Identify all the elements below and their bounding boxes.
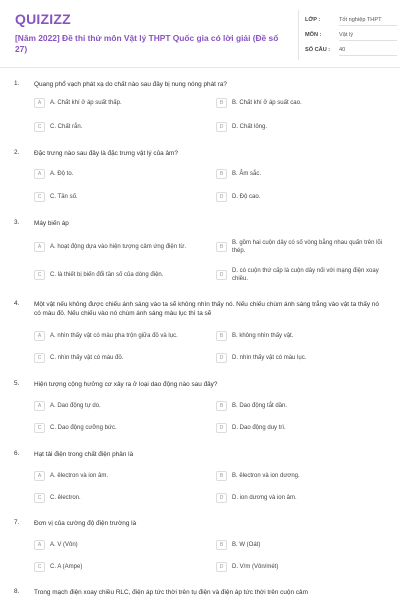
option-letter-box: D [216, 192, 227, 202]
question-number: 2. [14, 149, 20, 156]
option-letter-box: C [34, 192, 45, 202]
option-c[interactable] [34, 490, 212, 506]
option-d[interactable] [216, 559, 394, 575]
option-a[interactable] [34, 537, 212, 553]
option-text: A. hoạt động dựa vào hiện tượng cảm ứng điện từ. [50, 244, 187, 250]
option-text: A. V (Vôn) [50, 542, 78, 548]
question-text: Trong mạch điện xoay chiều RLC, điện áp tức thời trên tụ điện và điện áp tức thời trên cuộn cảm [34, 589, 308, 596]
option-b[interactable] [216, 468, 394, 484]
option-letter-box: B [216, 98, 227, 108]
option-text: D. Dao động duy trì. [232, 425, 286, 431]
option-text: C. Tần số. [50, 194, 78, 200]
question-text: Hạt tải điện trong chất điện phân là [34, 451, 134, 458]
question-number: 1. [14, 80, 20, 87]
meta-label: LỚP : [305, 17, 321, 23]
meta-underline [339, 25, 397, 26]
question-number: 4. [14, 300, 20, 307]
option-text: C. Chất rắn. [50, 124, 83, 130]
option-letter-box: D [216, 122, 227, 132]
option-text: B. W (Oát) [232, 542, 261, 548]
meta-row-class [305, 14, 395, 28]
option-letter-box: A [34, 331, 45, 341]
option-a[interactable] [34, 95, 212, 111]
page-header [0, 0, 400, 66]
option-b[interactable] [216, 398, 394, 414]
question-text: Máy biến áp [34, 220, 69, 227]
meta-info-box [298, 10, 394, 60]
option-text: A. Dao động tự do. [50, 403, 101, 409]
option-a[interactable] [34, 398, 212, 414]
option-letter-box: B [216, 242, 227, 252]
question-text: Hiện tượng cộng hưởng cơ xảy ra ở loại dao động nào sau đây? [34, 381, 218, 388]
option-b[interactable] [216, 537, 394, 553]
option-c[interactable] [34, 559, 212, 575]
option-text: C. Dao động cưỡng bức. [50, 425, 117, 431]
option-letter-box: D [216, 270, 227, 280]
question-text: Đặc trưng nào sau đây là đặc trưng vật lý của âm? [34, 150, 178, 157]
option-letter-box: B [216, 169, 227, 179]
option-letter-box: A [34, 401, 45, 411]
option-c[interactable] [34, 267, 212, 283]
option-letter-box: C [34, 353, 45, 363]
option-letter-box: A [34, 169, 45, 179]
option-letter-box: A [34, 471, 45, 481]
option-d[interactable] [216, 490, 394, 506]
option-text: B. gồm hai cuộn dây có số vòng bằng nhau quấn trên lõi thép. [232, 240, 383, 254]
option-text: C. nhìn thấy vật có màu đỏ. [50, 355, 124, 361]
option-letter-box: C [34, 122, 45, 132]
option-a[interactable] [34, 239, 212, 255]
option-letter-box: B [216, 331, 227, 341]
option-text: D. nhìn thấy vật có màu lục. [232, 355, 307, 361]
meta-row-count [305, 44, 395, 58]
option-text: A. Chất khí ở áp suất thấp. [50, 100, 122, 106]
question-number: 6. [14, 450, 20, 457]
header-divider [0, 67, 400, 68]
option-text: A. êlectron và ion âm. [50, 473, 109, 479]
question-text: Đơn vị của cường độ điện trường là [34, 520, 137, 527]
option-d[interactable] [216, 267, 394, 283]
option-d[interactable] [216, 189, 394, 205]
page-title: [Năm 2022] Đề thi thử môn Vật lý THPT Quốc gia có lời giải (Đề số 27) [15, 33, 279, 54]
option-letter-box: C [34, 270, 45, 280]
meta-underline [339, 40, 397, 41]
option-letter-box: C [34, 562, 45, 572]
option-b[interactable] [216, 95, 394, 111]
option-text: A. nhìn thấy vật có màu pha trộn giữa đỏ và lục. [50, 333, 178, 339]
option-letter-box: B [216, 540, 227, 550]
option-letter-box: D [216, 423, 227, 433]
option-letter-box: A [34, 242, 45, 252]
option-text: B. Âm sắc. [232, 171, 262, 177]
meta-value: 40 [339, 47, 346, 53]
question-text: Quang phổ vạch phát xạ do chất nào sau đây bị nung nóng phát ra? [34, 81, 227, 88]
quizizz-logo: QUIZIZZ [15, 11, 71, 27]
meta-underline [339, 55, 397, 56]
option-a[interactable] [34, 166, 212, 182]
option-text: B. êlectron và ion dương. [232, 473, 300, 479]
option-c[interactable] [34, 119, 212, 135]
question-number: 7. [14, 519, 20, 526]
option-text: D. có cuộn thứ cấp là cuộn dây nối với mạng điện xoay chiều. [232, 268, 379, 282]
meta-value: Vật lý [339, 32, 353, 38]
option-text: A. Độ to. [50, 171, 74, 177]
option-letter-box: C [34, 493, 45, 503]
meta-value: Tốt nghiệp THPT [339, 17, 382, 23]
option-d[interactable] [216, 119, 394, 135]
question-number: 5. [14, 380, 20, 387]
option-letter-box: B [216, 401, 227, 411]
option-letter-box: D [216, 562, 227, 572]
meta-row-subject [305, 29, 395, 43]
question-number: 8. [14, 588, 20, 595]
meta-label: SỐ CÂU : [305, 47, 331, 53]
question-text: Một vật nếu không được chiếu ánh sáng vào ta sẽ không nhìn thấy nó. Nếu chiếu chùm ánh sáng trắng vào vật ta thấy nó có màu đỏ. Nếu chiếu vào nó chùm ánh sáng màu lục thì ta sẽ [34, 301, 379, 317]
option-letter-box: B [216, 471, 227, 481]
option-d[interactable] [216, 420, 394, 436]
option-a[interactable] [34, 328, 212, 344]
option-letter-box: A [34, 540, 45, 550]
option-text: D. V/m (Vôn/mét) [232, 564, 279, 570]
option-letter-box: D [216, 493, 227, 503]
option-text: B. không nhìn thấy vật. [232, 333, 294, 339]
option-b[interactable] [216, 166, 394, 182]
option-c[interactable] [34, 350, 212, 366]
option-text: D. ion dương và ion âm. [232, 495, 297, 501]
option-letter-box: D [216, 353, 227, 363]
option-text: C. là thiết bị biến đổi tần số của dòng điện. [50, 272, 164, 278]
option-d[interactable] [216, 350, 394, 366]
option-text: C. A (Ampe) [50, 564, 83, 570]
question-number: 3. [14, 219, 20, 226]
option-text: D. Độ cao. [232, 194, 261, 200]
option-text: B. Dao động tắt dần. [232, 403, 288, 409]
option-b[interactable] [216, 328, 394, 344]
option-text: C. êlectron. [50, 495, 81, 501]
option-letter-box: C [34, 423, 45, 433]
option-text: B. Chất khí ở áp suất cao. [232, 100, 302, 106]
option-text: D. Chất lỏng. [232, 124, 268, 130]
option-c[interactable] [34, 189, 212, 205]
option-c[interactable] [34, 420, 212, 436]
option-letter-box: A [34, 98, 45, 108]
option-b[interactable] [216, 239, 394, 255]
option-a[interactable] [34, 468, 212, 484]
meta-label: MÔN : [305, 32, 322, 38]
